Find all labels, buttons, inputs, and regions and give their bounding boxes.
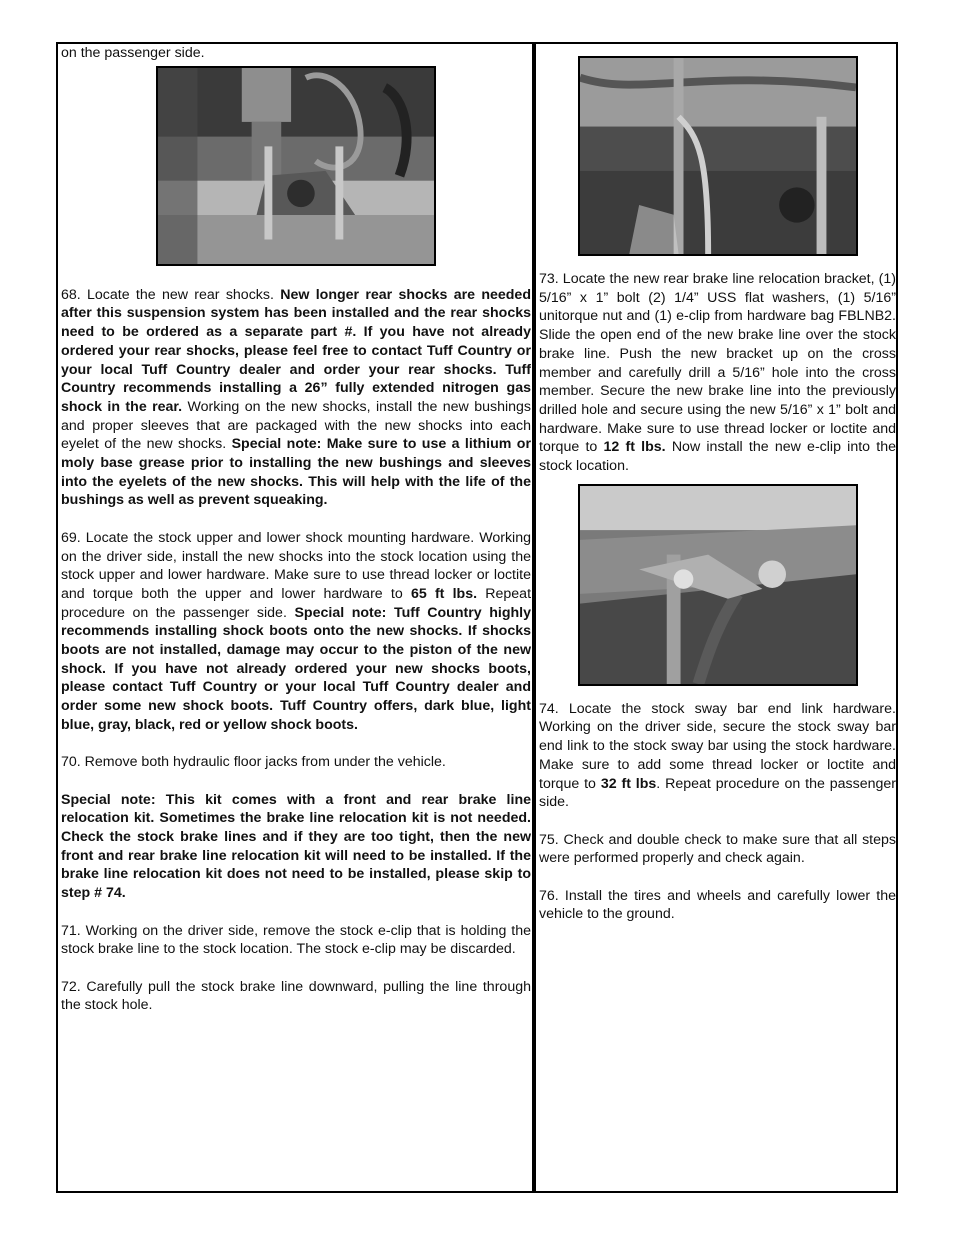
step-68-bold-2: Special note: Make sure to use a lithium or moly base grease prior to installing the new bushings and sleeves into the eyelets of the new shocks. This will help with the life of the bushings as well as prevent squeaking.	[61, 436, 531, 509]
step-71: 71. Working on the driver side, remove the stock e-clip that is holding the stock brake line to the stock location. The stock e-clip may be discarded.	[61, 922, 531, 958]
brake-line-special-note	[61, 791, 531, 903]
rear-shock-mount-photo	[156, 66, 436, 266]
step-69-torque: 65 ft lbs.	[410, 585, 478, 602]
step-74-text-2: . Repeat procedure on the passenger side.	[539, 775, 896, 811]
page-frame	[56, 42, 898, 1193]
step-68-intro: 68. Locate the new rear shocks.	[61, 286, 274, 303]
step-73-torque: 12 ft lbs.	[603, 439, 666, 456]
column-divider	[532, 44, 536, 1191]
step-73-text-1: 73. Locate the new rear brake line relocation bracket, (1) 5/16” x 1” bolt (2) 1/4” USS flat washers, (1) 5/16” unitorque nut and (1) e-clip from hardware bag FBLNB2. Slide the open end of the new brake line over the stock brake line. Push the new bracket up on the cross member and carefully drill a 5/16” hole into the cross member. Secure the new brake line into the previously drilled hole and secure using the new 5/16” x 1” bolt and hardware. Make sure to use thread locker or loctite and torque to	[539, 271, 896, 456]
step-74-text-1: 74. Locate the stock sway bar end link hardware. Working on the driver side, secure the stock sway bar end link to the stock sway bar using the stock hardware. Make sure to add some thread locker or loctite and torque to	[539, 700, 896, 792]
step-69-special-note: Special note: Tuff Country highly recommends installing shock boots onto the new shocks. If shocks boots are not installed, damage may occur to the piston of the new shock. If you have not already ordered your new shocks boots, please contact Tuff Country or your local Tuff Country dealer and order some new shock boots. Tuff Country offers, dark blue, light blue, gray, black, red or yellow shock boots.	[61, 604, 531, 733]
step-73	[539, 270, 896, 476]
brake-line-image	[580, 58, 856, 254]
step-70: 70. Remove both hydraulic floor jacks from under the vehicle.	[61, 754, 446, 771]
step-76: 76. Install the tires and wheels and carefully lower the vehicle to the ground.	[539, 887, 896, 923]
brake-line-special-note-text: Special note: This kit comes with a front and rear brake line relocation kit. Sometimes the brake line relocation kit is not needed. Check the stock brake lines and if they are too tight, then the new front and rear brake line relocation kit will need to be installed. If the brake line relocation kit does not need to be installed, please skip to step # 74.	[61, 791, 531, 902]
step-69-text-2: Repeat procedure on the passenger side.	[61, 585, 532, 621]
sway-bar-bracket-image	[580, 486, 856, 684]
step-75: 75. Check and double check to make sure that all steps were performed properly and check again.	[539, 831, 896, 867]
left-column	[59, 44, 531, 1015]
sway-bar-bracket-photo	[578, 484, 858, 686]
brake-line-photo	[578, 56, 858, 256]
right-column	[538, 44, 896, 924]
continued-text: on the passenger side.	[61, 45, 205, 61]
step-73-text-2: Now install the new e-clip into the stock location.	[539, 439, 896, 475]
step-68-normal: Working on the new shocks, install the new bushings and proper sleeves that are packaged with the new shocks into each eyelet of the new shocks.	[61, 398, 532, 453]
step-74	[539, 700, 896, 812]
step-69	[61, 529, 531, 735]
step-69-text-1: 69. Locate the stock upper and lower shock mounting hardware. Working on the driver side, install the new shocks into the stock location using the stock upper and lower hardware. Make sure to use thread locker or loctite and torque both the upper and lower hardware to	[61, 529, 531, 602]
step-68	[61, 286, 531, 510]
step-72: 72. Carefully pull the stock brake line downward, pulling the line through the stock hole.	[61, 978, 531, 1014]
step-74-torque: 32 ft lbs	[600, 775, 657, 792]
step-68-bold-1: New longer rear shocks are needed after this suspension system has been installed and the rear shocks need to be ordered as a separate part #. If you have not already ordered your rear shocks, please feel free to contact Tuff Country or your local Tuff Country dealer and order your rear shocks. Tuff Country recommends installing a 26” fully extended nitrogen gas shock in the rear.	[61, 286, 531, 415]
shock-mount-image	[158, 68, 434, 264]
